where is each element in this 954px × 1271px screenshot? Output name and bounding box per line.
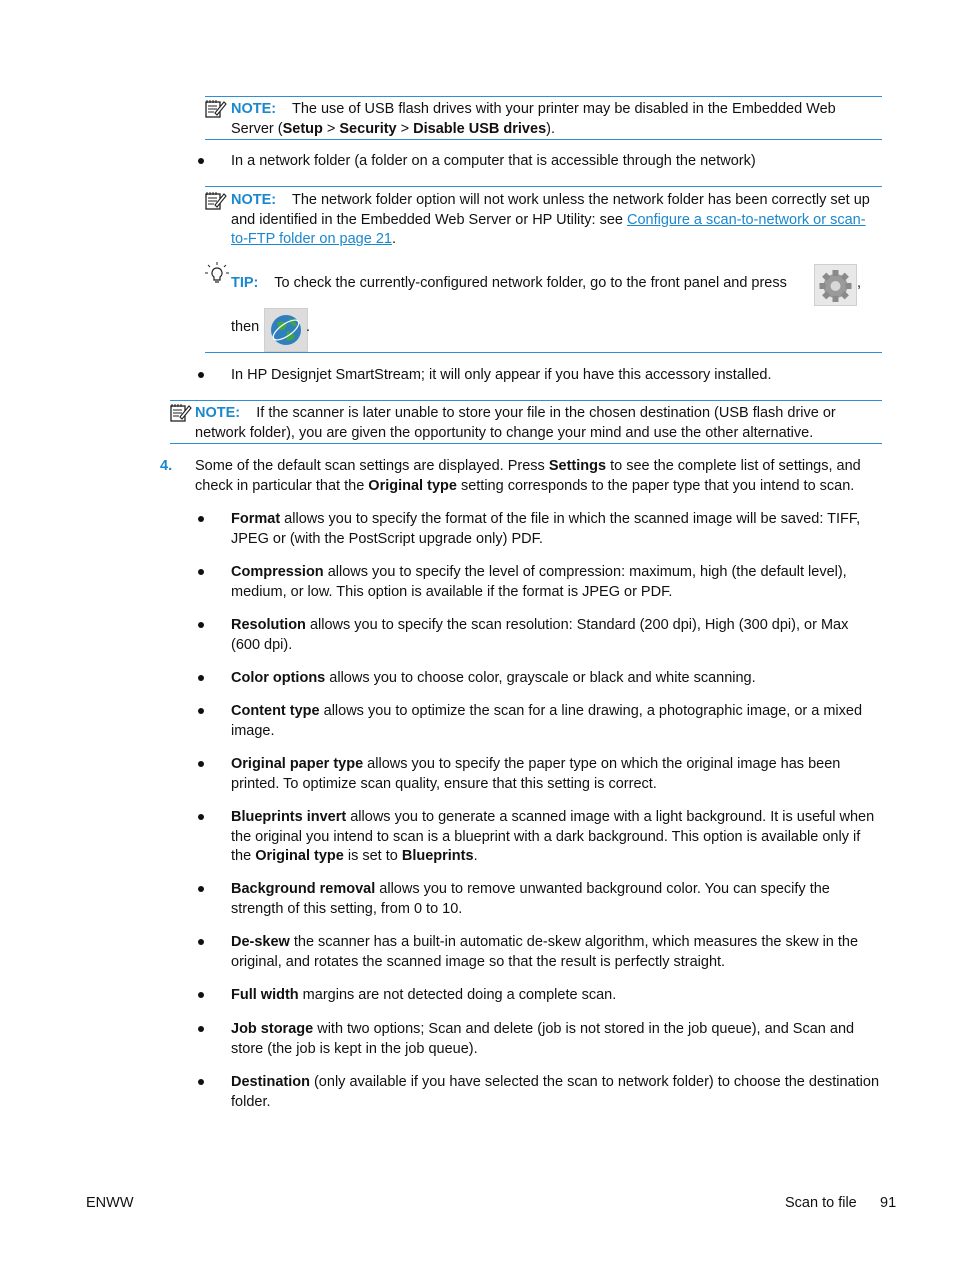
tip-block: TIP: To check the currently-configured network folder, go to the front panel and press , then . — [205, 262, 882, 353]
menu-disable-usb: Disable USB drives — [413, 120, 547, 137]
list-item-smartstream: In HP Designjet SmartStream; it will only appear if you have this accessory installed. — [231, 367, 772, 383]
original-type-term: Original type — [368, 477, 457, 494]
list-item — [231, 702, 881, 741]
bullet-dot — [198, 569, 204, 575]
bullet-dot — [198, 516, 204, 522]
network-button-image — [264, 308, 308, 352]
setting-term: De-skew — [231, 934, 290, 950]
menu-setup: Setup — [282, 120, 323, 137]
setting-description: margins are not detected doing a complete scan. — [298, 987, 617, 1003]
bullet-dot — [198, 886, 204, 892]
setting-term: Background removal — [231, 881, 376, 897]
setting-description: (only available if you have selected the scan to network folder) to choose the destination folder. — [231, 1074, 880, 1110]
list-item — [231, 755, 881, 794]
setting-term: Job storage — [231, 1021, 314, 1037]
setting-description: the scanner has a built-in automatic de-skew algorithm, which measures the skew in the original, and rotates the scanned image so that the result is perfectly straight. — [231, 934, 859, 970]
setting-description: allows you to generate a scanned image with a light background. It is useful when the original you intend to scan is a blueprint with a dark background. This option is available only if the — [231, 809, 875, 864]
setting-term: Original paper type — [231, 756, 364, 772]
list-item-network-folder: In a network folder (a folder on a computer that is accessible through the network) — [231, 153, 756, 169]
note-icon — [170, 403, 192, 423]
note-network-folder — [205, 186, 882, 249]
menu-security: Security — [339, 120, 397, 137]
bullet-dot — [198, 158, 204, 164]
tip-icon — [205, 262, 229, 286]
note-label: NOTE: — [231, 192, 277, 208]
setting-description: allows you to specify the format of the file in which the scanned image will be saved: TIFF, JPEG or (with the PostScript upgrade only) PDF. — [231, 511, 861, 547]
bullet-dot — [198, 1079, 204, 1085]
setting-term: Format — [231, 511, 281, 527]
settings-term: Settings — [548, 458, 607, 474]
network-globe-icon — [265, 309, 307, 351]
setting-term: Original type — [255, 848, 344, 864]
note-icon — [205, 99, 227, 119]
setting-term: Blueprints invert — [231, 809, 347, 825]
note-scanner-unable — [170, 400, 882, 444]
bullet-dot — [198, 761, 204, 767]
bullet-dot — [198, 675, 204, 681]
note-label: NOTE: — [231, 101, 277, 117]
note-scanner-text: NOTE: If the scanner is later unable to store your file in the chosen destination (USB flash drive or network folder), you are given the opportunity to change your mind and use the other alternative. — [195, 405, 836, 441]
list-item — [231, 1073, 881, 1112]
setting-term: Resolution — [231, 617, 306, 633]
bullet-dot — [198, 622, 204, 628]
setting-description: allows you to choose color, grayscale or black and white scanning. — [325, 670, 756, 686]
setting-description: allows you to specify the level of compression: maximum, high (the default level), medium, or low. This option is available if the format is JPEG or PDF. — [231, 564, 847, 600]
list-item — [231, 986, 881, 1006]
settings-gear-icon — [815, 265, 856, 305]
setting-term: Destination — [231, 1074, 310, 1090]
note-icon — [205, 191, 227, 211]
bullet-dot — [198, 1026, 204, 1032]
list-item — [231, 669, 881, 689]
list-item — [231, 808, 881, 867]
step-number: 4. — [160, 458, 173, 474]
setting-description: allows you to specify the scan resolution: Standard (200 dpi), High (300 dpi), or Max (600 dpi). — [231, 617, 849, 653]
setting-description: allows you to optimize the scan for a line drawing, a photographic image, or a mixed image. — [231, 703, 863, 739]
bullet-dot — [198, 992, 204, 998]
setting-description: allows you to specify the paper type on which the original image has been printed. To optimize scan quality, ensure that this setting is correct. — [231, 756, 841, 792]
setting-term: Blueprints — [401, 848, 474, 864]
list-item — [231, 510, 881, 549]
setting-term: Content type — [231, 703, 320, 719]
setting-description: . — [473, 848, 478, 864]
setting-description: is set to — [343, 848, 402, 864]
list-item — [231, 880, 881, 919]
list-item — [231, 563, 881, 602]
note-usb — [205, 96, 882, 140]
setting-description: with two options; Scan and delete (job is not stored in the job queue), and Scan and store (the job is kept in the job queue). — [231, 1021, 855, 1057]
settings-button-image — [814, 264, 857, 306]
bullet-dot — [198, 814, 204, 820]
tip-then: then — [231, 319, 260, 335]
note-network-text: NOTE: The network folder option will not work unless the network folder has been correctly set up and identified in the Embedded Web Server or HP Utility: see Configure a scan-to-network or scan-to-FTP folder on page 21. — [231, 192, 870, 247]
setting-term: Compression — [231, 564, 324, 580]
tip-text: TIP: To check the currently-configured network folder, go to the front panel and press — [231, 275, 787, 291]
footer-left: ENWW — [86, 1195, 134, 1211]
configure-folder-link[interactable]: Configure a scan-to-network or scan-to-FTP folder on page 21 — [231, 211, 866, 247]
list-item — [231, 616, 881, 655]
list-item — [231, 1020, 881, 1059]
bullet-dot — [198, 939, 204, 945]
step-4-text: Some of the default scan settings are displayed. Press Settings to see the complete list of settings, and check in particular that the Original type setting corresponds to the paper type that you intend to scan. — [195, 458, 861, 494]
page-number: 91 — [880, 1195, 897, 1211]
note-label: NOTE: — [195, 405, 241, 421]
footer-section: Scan to file — [785, 1195, 857, 1211]
note-usb-text: NOTE: The use of USB flash drives with your printer may be disabled in the Embedded Web Server (Setup > Security > Disable USB drives). — [231, 101, 836, 137]
tip-label: TIP: — [231, 275, 259, 291]
setting-term: Full width — [231, 987, 299, 1003]
setting-term: Color options — [231, 670, 326, 686]
setting-description: allows you to remove unwanted background color. You can specify the strength of this setting, from 0 to 10. — [231, 881, 830, 917]
bullet-dot — [198, 372, 204, 378]
bullet-dot — [198, 708, 204, 714]
list-item — [231, 933, 881, 972]
